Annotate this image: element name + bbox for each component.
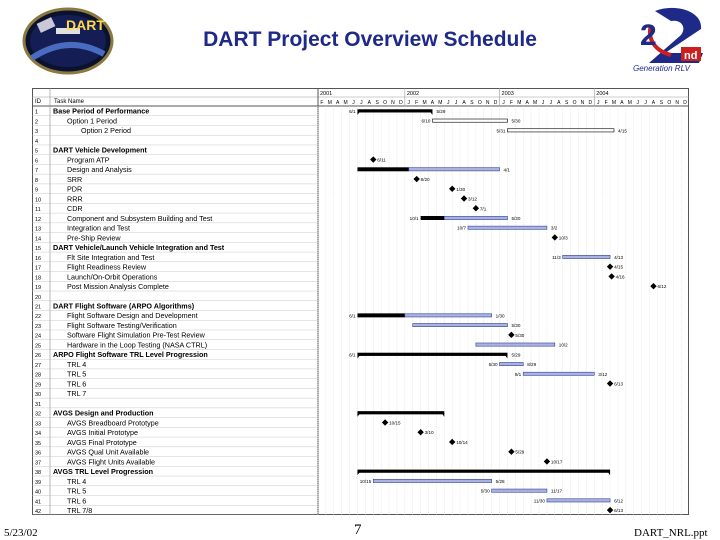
row-id: 28 — [35, 372, 42, 379]
task-name: Option 1 Period — [67, 116, 117, 126]
task-name: Program ATP — [67, 155, 110, 165]
bar-start-date: 9/1 — [514, 371, 522, 377]
planned-task-bar — [523, 372, 594, 375]
row-id: 14 — [35, 236, 42, 243]
task-name: Post Mission Analysis Complete — [67, 282, 169, 292]
task-name: CDR — [67, 204, 83, 214]
row-id: 18 — [35, 275, 42, 282]
bar-start-date: 10/15 — [359, 478, 372, 484]
task-name: ARPO Flight Software TRL Level Progression — [53, 350, 208, 360]
task-name: AVGS Design and Production — [53, 408, 154, 418]
bar-end-date: 1/30 — [495, 313, 505, 319]
month-label: J — [596, 100, 600, 106]
task-name: AVGS Breadboard Prototype — [67, 418, 159, 428]
bar-end-date: 6/13 — [614, 508, 624, 514]
month-label: A — [367, 100, 371, 106]
task-name: Design and Analysis — [67, 165, 132, 175]
summary-bar — [357, 470, 610, 473]
month-label: N — [675, 100, 679, 106]
month-label: M — [611, 100, 617, 106]
bar-start-date: 5/30 — [488, 362, 498, 368]
bar-end-date: 3/12 — [468, 196, 477, 202]
bar-start-date: 6/1 — [349, 313, 356, 319]
planned-task-bar — [563, 255, 610, 258]
bar-end-date: 6/13 — [614, 381, 624, 387]
row-id: 37 — [35, 460, 42, 467]
row-id: 33 — [35, 421, 42, 428]
bar-start-date: 5/31 — [496, 128, 506, 134]
slide-title: DART Project Overview Schedule — [203, 28, 537, 51]
footer-date: 5/23/02 — [4, 527, 38, 539]
row-id: 10 — [35, 197, 42, 204]
month-label: O — [477, 100, 482, 106]
row-id: 35 — [35, 440, 42, 447]
task-name: TRL 5 — [67, 369, 87, 379]
month-label: O — [572, 100, 577, 106]
row-id: 21 — [35, 304, 42, 311]
bar-end-date: 6/11 — [377, 157, 386, 163]
month-label: F — [415, 100, 419, 106]
row-id: 16 — [35, 255, 42, 262]
month-label: S — [470, 100, 474, 106]
month-label: J — [541, 100, 545, 106]
task-bar — [432, 119, 507, 122]
year-label: 2001 — [320, 91, 333, 97]
completed-task-bar — [357, 313, 404, 317]
task-name: TRL 4 — [67, 359, 87, 369]
row-id: 23 — [35, 323, 42, 330]
month-label: A — [525, 100, 529, 106]
bar-end-date: 8/20 — [420, 177, 430, 183]
month-label: M — [517, 100, 522, 106]
month-label: S — [659, 100, 664, 106]
task-name: Flight Software Design and Development — [67, 311, 198, 321]
planned-task-bar — [547, 499, 610, 502]
bar-end-date: 10/14 — [456, 439, 468, 445]
row-id: 19 — [35, 285, 42, 292]
planned-task-bar — [409, 168, 500, 171]
month-label: J — [636, 100, 639, 106]
month-label: O — [383, 100, 388, 106]
task-name: Software Flight Simulation Pre-Test Review — [67, 330, 205, 340]
month-label: A — [620, 100, 624, 106]
id-column-header: ID — [35, 99, 41, 105]
row-id: 39 — [35, 479, 42, 486]
row-id: 12 — [35, 216, 42, 223]
task-name: Hardware in the Loop Testing (NASA CTRL) — [67, 340, 208, 350]
bar-end-date: 6/12 — [657, 284, 667, 290]
bar-end-date: 10/15 — [389, 420, 401, 426]
row-id: 41 — [35, 499, 42, 506]
footer-page-number: 7 — [354, 522, 362, 538]
bar-end-date: 5/28 — [495, 478, 505, 484]
row-id: 15 — [35, 246, 42, 253]
month-label: A — [462, 100, 466, 106]
task-name: Integration and Test — [67, 223, 131, 233]
bar-end-date: 4/13 — [614, 254, 624, 260]
bar-start-date: 10/7 — [457, 225, 466, 231]
task-name: DART Vehicle Development — [53, 145, 147, 155]
planned-task-bar — [468, 226, 547, 229]
bar-start-date: 6/1 — [349, 108, 356, 114]
bar-end-date: 5/30 — [515, 332, 525, 338]
bar-end-date: 1/30 — [456, 186, 466, 192]
summary-bar — [357, 353, 507, 356]
row-id: 36 — [35, 450, 42, 457]
task-name: PDR — [67, 184, 83, 194]
bar-start-date: 11/30 — [533, 498, 545, 504]
row-id: 1 — [35, 109, 39, 116]
dart-mission-logo — [18, 6, 118, 76]
bar-end-date: 5/30 — [511, 323, 521, 329]
planned-task-bar — [476, 343, 555, 346]
task-name: AVGS TRL Level Progression — [53, 467, 153, 477]
planned-task-bar — [373, 479, 491, 482]
month-label: M — [627, 100, 632, 106]
month-label: J — [352, 100, 355, 106]
bar-end-date: 5/30 — [511, 118, 521, 124]
bar-end-date: 4/1 — [503, 167, 510, 173]
bar-end-date: 5/29 — [515, 449, 525, 455]
bar-end-date: 4/15 — [614, 264, 624, 270]
month-label: A — [336, 100, 340, 106]
month-label: J — [549, 100, 553, 106]
month-label: F — [509, 100, 513, 106]
task-name: AVGS Flight Units Available — [67, 457, 156, 467]
month-label: A — [651, 100, 656, 106]
month-label: J — [644, 100, 647, 106]
month-label: J — [407, 100, 411, 106]
row-id: 26 — [35, 353, 42, 360]
row-id: 31 — [35, 401, 42, 408]
month-label: J — [360, 100, 363, 106]
bar-end-date: 5/30 — [511, 215, 521, 221]
month-label: D — [683, 100, 687, 106]
year-label: 2002 — [406, 91, 420, 97]
logo-nd: nd — [684, 50, 698, 62]
row-id: 17 — [35, 265, 42, 272]
task-name: Flight Software Testing/Verification — [67, 320, 177, 330]
task-name: Flight Readiness Review — [67, 262, 147, 272]
bar-start-date: 11/3 — [552, 254, 561, 260]
bar-end-date: 3/12 — [598, 371, 608, 377]
task-name: Base Period of Performance — [53, 106, 150, 116]
bar-end-date: 10/17 — [550, 459, 563, 465]
month-label: D — [493, 100, 498, 106]
month-label: A — [557, 100, 561, 106]
month-label: M — [422, 100, 427, 106]
month-label: M — [532, 100, 538, 106]
month-label: A — [430, 100, 435, 106]
bar-end-date: 3/10 — [424, 430, 434, 436]
row-id: 7 — [35, 168, 39, 175]
bar-end-date: 8/29 — [527, 362, 537, 368]
planned-task-bar — [413, 324, 508, 327]
row-id: 40 — [35, 489, 42, 496]
row-id: 20 — [35, 294, 42, 301]
row-id: 30 — [35, 392, 42, 399]
name-column-header: Task Name — [54, 99, 85, 105]
month-label: J — [446, 100, 450, 106]
bar-start-date: 10/1 — [409, 215, 419, 221]
row-id: 42 — [35, 509, 42, 515]
month-label: N — [580, 100, 585, 106]
month-label: S — [564, 100, 569, 106]
task-name: TRL 6 — [67, 496, 87, 506]
task-name: AVGS Final Prototype — [67, 437, 137, 447]
month-label: F — [604, 100, 608, 106]
bar-end-date: 4/16 — [615, 274, 625, 280]
completed-task-bar — [357, 167, 408, 171]
task-bar — [507, 129, 614, 132]
month-label: O — [667, 100, 672, 106]
row-id: 24 — [35, 333, 42, 340]
dart-logo-text: DART — [66, 17, 105, 33]
bar-end-date: 10/3 — [558, 235, 568, 241]
logo-subtitle: Generation RLV — [633, 64, 690, 73]
planned-task-bar — [492, 489, 547, 492]
task-name: Flt Site Integration and Test — [67, 252, 155, 262]
row-id: 32 — [35, 411, 42, 418]
row-id: 25 — [35, 343, 42, 350]
bar-start-date: 6/10 — [421, 118, 431, 124]
gantt-chart — [32, 88, 689, 515]
row-id: 27 — [35, 362, 42, 369]
bar-end-date: 10/2 — [558, 342, 568, 348]
planned-task-bar — [405, 314, 492, 317]
task-name: Option 2 Period — [81, 126, 131, 136]
month-label: N — [391, 100, 395, 106]
task-name: Launch/On-Orbit Operations — [67, 272, 158, 282]
bar-end-date: 4/15 — [618, 128, 627, 134]
month-label: M — [438, 100, 443, 106]
task-name: TRL 7 — [67, 389, 87, 399]
row-id: 5 — [35, 148, 39, 155]
row-id: 11 — [35, 207, 41, 214]
bar-end-date: 5/29 — [436, 108, 446, 114]
second-generation-rlv-logo — [625, 5, 715, 73]
bar-start-date: 6/1 — [349, 352, 356, 358]
bar-end-date: 11/17 — [550, 488, 563, 494]
row-id: 29 — [35, 382, 42, 389]
row-id: 2 — [35, 119, 39, 126]
task-name: Pre-Ship Review — [67, 233, 121, 243]
summary-bar — [357, 109, 432, 112]
task-name: DART Vehicle/Launch Vehicle Integration and Test — [53, 243, 225, 253]
bar-end-date: 7/1 — [479, 206, 487, 212]
task-name: DART Flight Software (ARPO Algorithms) — [53, 301, 195, 311]
planned-task-bar — [500, 362, 524, 365]
row-id: 4 — [35, 138, 39, 145]
task-name: TRL 4 — [67, 476, 87, 486]
month-label: J — [502, 100, 505, 106]
row-id: 3 — [35, 129, 39, 136]
year-label: 2004 — [596, 91, 609, 97]
task-name: RRR — [67, 194, 83, 204]
row-id: 9 — [35, 187, 39, 194]
month-label: N — [485, 100, 490, 106]
bar-end-date: 3/2 — [550, 225, 558, 231]
month-label: J — [454, 100, 458, 106]
row-id: 8 — [35, 177, 39, 184]
year-label: 2003 — [501, 91, 514, 97]
row-id: 13 — [35, 226, 42, 233]
completed-task-bar — [421, 216, 445, 220]
month-label: D — [588, 100, 593, 106]
task-name: TRL 7/8 — [67, 506, 93, 515]
task-name: TRL 5 — [67, 486, 87, 496]
planned-task-bar — [444, 216, 507, 219]
bar-end-date: 5/29 — [511, 352, 521, 358]
logo-two: 2 — [640, 19, 657, 52]
task-name: Component and Subsystem Building and Test — [67, 213, 213, 223]
footer-filename: DART_NRL.ppt — [634, 527, 708, 539]
month-label: M — [327, 100, 332, 106]
row-id: 22 — [35, 314, 42, 321]
bar-start-date: 5/30 — [480, 488, 490, 494]
summary-bar — [357, 411, 444, 414]
month-label: F — [320, 100, 324, 106]
task-name: AVGS Initial Prototype — [67, 428, 138, 438]
row-id: 6 — [35, 158, 39, 165]
month-label: M — [343, 100, 348, 106]
month-label: D — [399, 100, 403, 106]
task-name: TRL 6 — [67, 379, 87, 389]
month-label: S — [375, 100, 379, 106]
row-id: 34 — [35, 431, 42, 438]
task-name: AVGS Qual Unit Available — [67, 447, 150, 457]
bar-end-date: 6/12 — [614, 498, 624, 504]
row-id: 38 — [35, 470, 42, 477]
task-name: SRR — [67, 174, 83, 184]
